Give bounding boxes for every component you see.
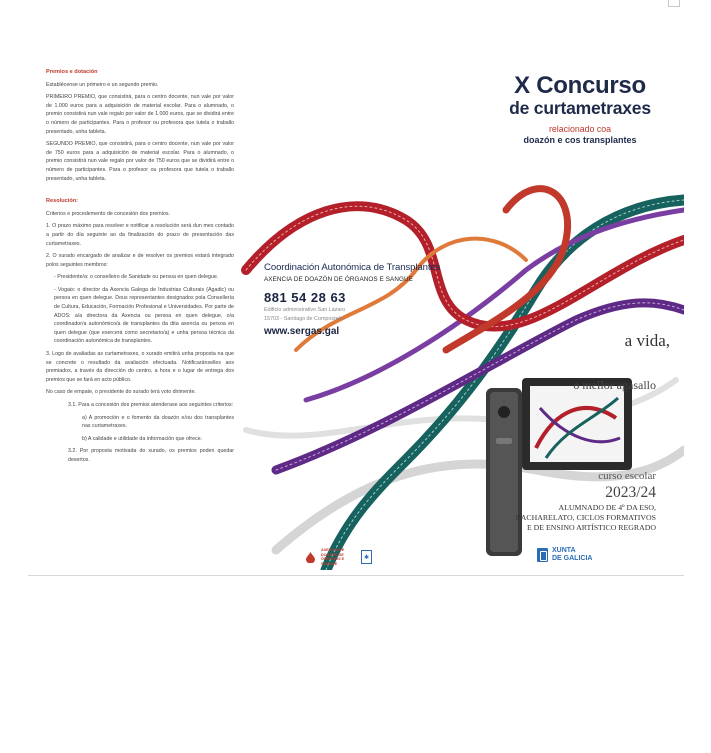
xunta-text-2: DE GALICIA [552, 554, 593, 562]
sergas-icon: ✱ [361, 550, 372, 564]
ados-logo-text: AXENCIA DE DOAZÓN DE ÓRGANOS E SANGUE [321, 548, 345, 566]
criterio-3-2: 3.2. Por proposta motivada do xurado, os premios poden quedar desertos. [68, 448, 234, 463]
criterio-3-1-a: a) A promoción e o fomento da doazón e/ou dos transplantes nas curtametraxes. [82, 414, 234, 430]
phone-number: 881 54 28 63 [264, 290, 346, 305]
school-year: 2023/24 [605, 484, 656, 501]
blood-drop-icon [306, 552, 315, 563]
criterios-text: Criterios e procedemento de concesión dos premios. [46, 210, 170, 217]
premios-intro: Establécense un primeiro e un segundo premio. [46, 81, 159, 88]
address-line-1: Edificio administrativo San Lázaro [264, 307, 346, 313]
item-3: 3. Logo de avaliadas as curtametraxes, o xurado emitirá unha proposta na que se concrete o resultado da avaliación efectuada. Notificaránselles aos premiados, a través da dirección do centro, a hora e o lugar de entrega dos premios que se fará en acto público. [46, 351, 234, 383]
slogan-line-2: o mellor agasallo [573, 378, 656, 392]
rules-column [46, 68, 234, 469]
main-subtitle: de curtametraxes [509, 98, 651, 118]
crop-mark [668, 0, 680, 7]
audience-line-2: BACHARELATO, CICLOS FORMATIVOS [515, 513, 656, 522]
axencia-name: AXENCIA DE DOAZÓN DE ÓRGANOS E SANGUE [264, 276, 413, 283]
criterio-3-1-b: b) A calidade e utilidade da información que ofrece. [82, 435, 203, 442]
website-link[interactable]: www.sergas.gal [264, 326, 340, 337]
premios-heading: Premios e dotación [46, 69, 98, 75]
xunta-logo [537, 547, 592, 562]
audience-line-3: E DE ENSINO ARTÍSTICO REGRADO [526, 523, 656, 532]
curso-label: curso escolar [598, 470, 656, 482]
address-line-2: 15703 - Santiago de Compostela [264, 316, 343, 322]
vogais-text: - Vogais: o director da Axencia Galega de Industrias Culturais (Agadic) ou persoa en quen delegue. Dous representantes designados pola Consellería de Cultura, Educación, Formación Profesional e Universidades. Por parte de ADOS: a/a directora da Axencia ou persoa en quen delegue, o/a coordinador/a autonómico/a de transplantes da dita axencia ou persoa en quen delegue (que exercerá como secretario/a) e unha persoa técnica da coordinación autonómica de transplantes. [54, 286, 234, 345]
xunta-shield-icon [537, 548, 548, 562]
main-title: X Concurso [514, 72, 646, 99]
doazon-text: doazón e cos transplantes [523, 135, 637, 145]
primeiro-premio: PRIMEIRO PREMIO, que consistirá, para o centro docente, nun vale por valor de 1.000 euros para a adquisición de material escolar. Para o alumnado, o premio consistirá nun vale regalo por valor de 1.000 euros, que se dividirá entre o número de participantes. Para o profesor ou profesora que tutela o traballo presentado, unha tableta. [46, 94, 234, 135]
slogan-line-1: a vida, [624, 331, 670, 350]
xunta-text-1: XUNTA [552, 547, 576, 554]
item-2: 2. O xurado encargado de analizar e de resolver os premios estará integrado polos seguintes membros: [46, 253, 234, 268]
contact-block [264, 262, 464, 337]
segundo-premio: SEGUNDO PREMIO, que consistirá, para o centro docente, nun vale por valor de 750 euros para a adquisición de material escolar. Para o alumnado, o premio consistirá nun vale regalo por valor de 750 euros que se dividirá entre o número de participantes. Para o profesor ou profesora que tutela o traballo presentado, unha tableta. [46, 141, 234, 182]
empate-text: No caso de empate, o presidente do xurado terá voto dirimente. [46, 389, 196, 396]
audience-line-1: ALUMNADO DE 4º DA ESO, [558, 503, 656, 512]
target-audience [488, 503, 656, 533]
spread-bottom-edge [28, 575, 684, 576]
resolucion-heading: Resolución: [46, 198, 79, 205]
criterio-3-1: 3.1. Para a concesión dos premios atenderase aos seguintes criterios: [68, 402, 234, 408]
relacionado-text: relacionado coa [548, 124, 612, 134]
presidente-text: - Presidente/a: o conselleiro de Sanidade ou persoa en quen delegue. [54, 274, 219, 281]
ados-logo [306, 548, 372, 566]
coordinacion-title: Coordinación Autonómica de Transplantes [264, 262, 441, 273]
item-1: 1. O prazo máximo para resolver e notificar a resolución será dun mes contado a partir do día seguinte ao da finalización do prazo de presentación das curtametraxes. [46, 223, 234, 247]
